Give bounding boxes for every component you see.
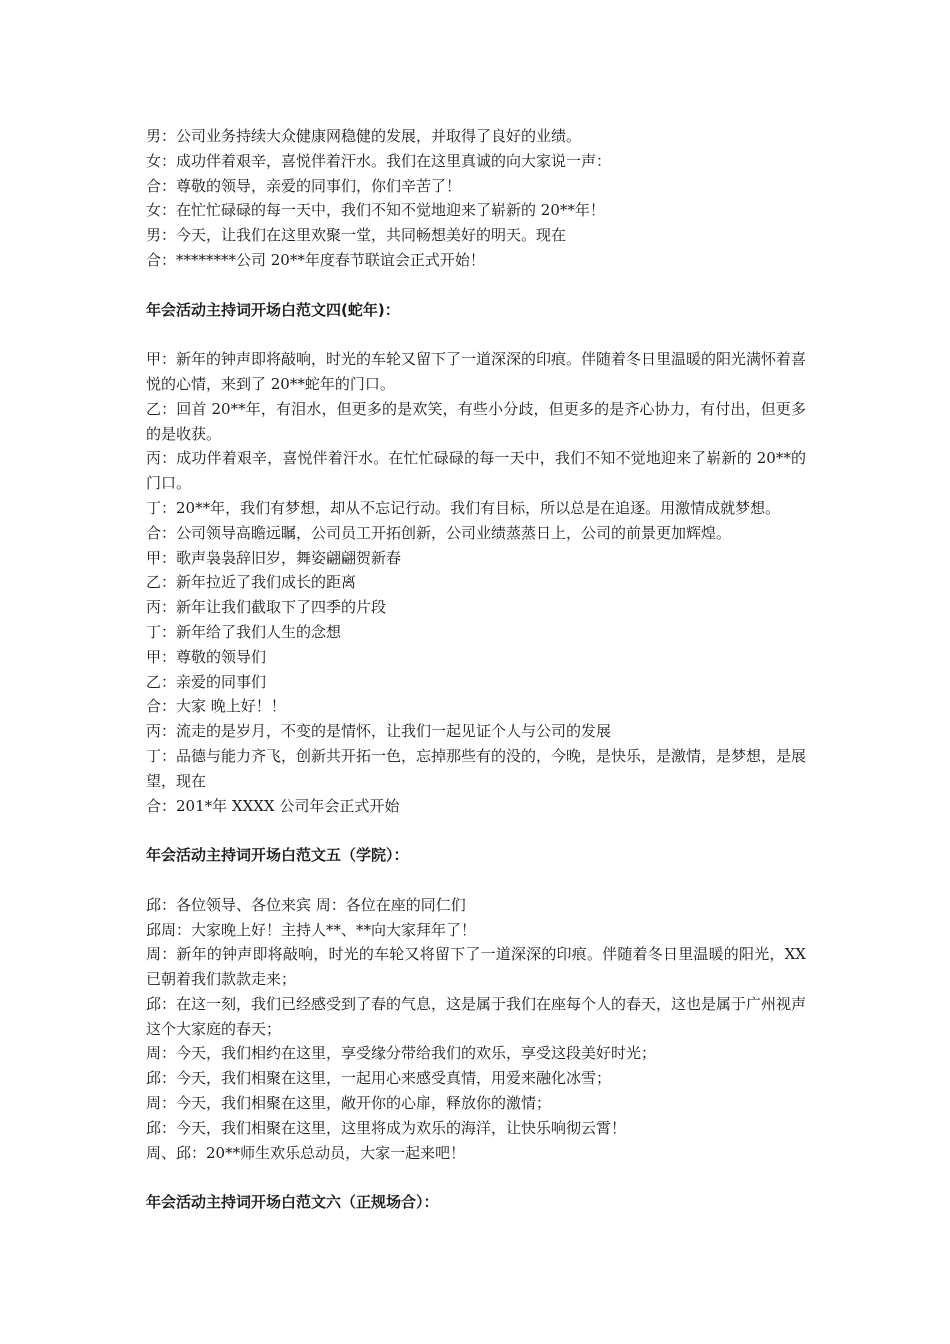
- dialogue-line: 合：201*年 XXXX 公司年会正式开始: [146, 796, 400, 815]
- document-body: [146, 124, 806, 1215]
- dialogue-line: 邱：今天，我们相聚在这里，这里将成为欢乐的海洋，让快乐响彻云霄！: [146, 1118, 627, 1137]
- dialogue-line: 周：新年的钟声即将敲响，时光的车轮又将留下了一道深深的印痕。伴随着冬日里温暖的阳光，XX 已朝着我们款款走来；: [146, 945, 806, 989]
- dialogue-line: 乙：新年拉近了我们成长的距离: [146, 573, 357, 592]
- dialogue-line: 邱：今天，我们相聚在这里，一起用心来感受真情，用爱来融化冰雪；: [146, 1069, 612, 1088]
- dialogue-line: 周：今天，我们相约在这里，享受缘分带给我们的欢乐，享受这段美好时光；: [146, 1044, 657, 1063]
- dialogue-line: 合：********公司 20**年度春节联谊会正式开始！: [146, 250, 485, 269]
- dialogue-line: 合：大家 晚上好！！: [146, 697, 286, 716]
- dialogue-line: 男：公司业务持续大众健康网稳健的发展，并取得了良好的业绩。: [146, 127, 582, 145]
- dialogue-line: 邱：各位领导、各位来宾 周：各位在座的同仁们: [146, 895, 466, 914]
- dialogue-line: 乙：回首 20**年，有泪水，但更多的是欢笑，有些小分歧，但更多的是齐心协力，有付出，但更多的是收获。: [146, 399, 806, 443]
- dialogue-line: 丙：新年让我们截取下了四季的片段: [146, 598, 387, 617]
- dialogue-line: 邱：在这一刻，我们已经感受到了春的气息，这是属于我们在座每个人的春天，这也是属于广州视声这个大家庭的春天；: [146, 994, 807, 1038]
- dialogue-line: 丁：20**年，我们有梦想，却从不忘记行动。我们有目标，所以总是在追逐。用激情成就梦想。: [146, 498, 781, 517]
- dialogue-line: 女：成功伴着艰辛，喜悦伴着汗水。我们在这里真诚的向大家说一声：: [146, 151, 612, 170]
- section-heading-4: 年会活动主持词开场白范文四(蛇年)：: [146, 300, 400, 319]
- section-heading-5: 年会活动主持词开场白范文五（学院）：: [146, 846, 409, 865]
- dialogue-line: 合：公司领导高瞻远瞩，公司员工开拓创新，公司业绩蒸蒸日上，公司的前景更加辉煌。: [146, 523, 732, 542]
- section-4-dialogue: [146, 347, 806, 818]
- dialogue-line: 乙：亲爱的同事们: [146, 672, 267, 691]
- dialogue-line: 邱周：大家晚上好！主持人**、**向大家拜年了！: [146, 920, 477, 939]
- dialogue-line: 甲：歌声袅袅辞旧岁，舞姿翩翩贺新春: [146, 548, 402, 567]
- dialogue-line: 合：尊敬的领导，亲爱的同事们，你们辛苦了！: [146, 176, 462, 195]
- dialogue-line: 甲：新年的钟声即将敲响，时光的车轮又留下了一道深深的印痕。伴随着冬日里温暖的阳光满怀着喜悦的心情，来到了 20**蛇年的门口。: [146, 350, 807, 393]
- dialogue-line: 丁：新年给了我们人生的念想: [146, 622, 342, 641]
- dialogue-line: 丁：品德与能力齐飞，创新共开拓一色，忘掉那些有的没的，今晚，是快乐，是激情，是梦想，是展望，现在: [146, 746, 807, 790]
- section-5-dialogue: [146, 893, 806, 1166]
- dialogue-line: 周：今天，我们相聚在这里，敞开你的心扉，释放你的激情；: [146, 1094, 552, 1113]
- dialogue-line: 周、邱：20**师生欢乐总动员，大家一起来吧！: [146, 1143, 466, 1162]
- section-heading-6: 年会活动主持词开场白范文六（正规场合）：: [146, 1193, 439, 1212]
- dialogue-line: 女：在忙忙碌碌的每一天中，我们不知不觉地迎来了崭新的 20**年！: [146, 201, 605, 220]
- dialogue-line: 丙：流走的是岁月，不变的是情怀，让我们一起见证个人与公司的发展: [146, 722, 612, 741]
- dialogue-line: 甲：尊敬的领导们: [146, 647, 267, 666]
- dialogue-line: 男：今天，让我们在这里欢聚一堂，共同畅想美好的明天。现在: [146, 226, 567, 245]
- dialogue-line: 丙：成功伴着艰辛，喜悦伴着汗水。在忙忙碌碌的每一天中，我们不知不觉地迎来了崭新的 20**的门口。: [146, 449, 806, 493]
- intro-dialogue: [146, 124, 806, 273]
